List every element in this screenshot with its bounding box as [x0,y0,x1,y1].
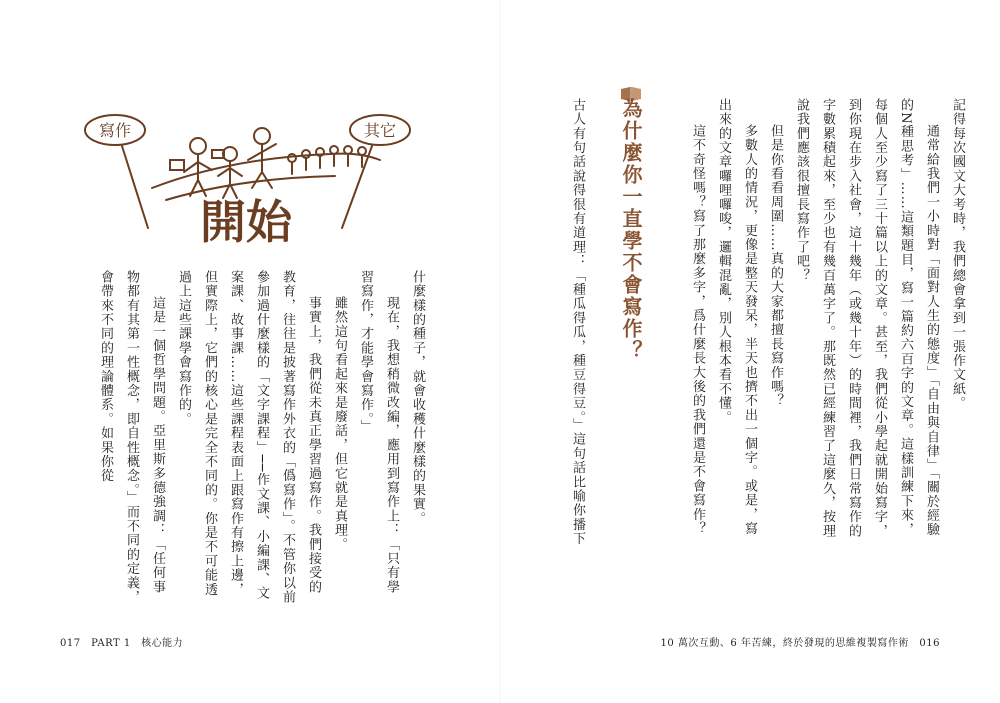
paragraph: 通常給我們一小時對「面對人生的態度」「自由與自律」「關於經驗的N種思考」……這類題目，寫一篇約六百字的文章。這樣訓練下來，每個人至少寫了三十篇以上的文章。甚至，我們從小學起就開始寫字，到你現在步入社會，這十幾年（或幾十年）的時間裡，我們日常寫作的字數累積起來，至少也有幾百萬字了。那既然已經練習了這麼久，按理說我們應該很擅長寫作了吧？ [794,98,939,539]
paragraph: 古人有句話說得很有道理：「種瓜得瓜，種豆得豆。」這句話比喻你播下 [570,98,585,546]
left-page-body [60,270,430,608]
paragraph: 但是你看看周圍……真的大家都擅長寫作嗎？ [768,124,783,408]
illustration-label-other: 其它 [363,121,397,140]
illustration-label-writing: 寫作 [98,121,132,140]
paragraph: 什麼樣的種子，就會收穫什麼樣的果實。 [410,270,425,526]
right-page-footer: 10 萬次互動、6 年苦練，終於發現的思維複製寫作術 016 [660,638,940,649]
writing-start-illustration [80,88,430,258]
page-gutter [499,0,501,703]
section-intro-column [560,98,590,546]
section-heading: 為什麼你一直學不會寫作？ [619,98,643,362]
paragraph: 雖然這句看起來是廢話，但它就是真理。 [332,296,347,552]
paragraph: 多數人的情況，更像是整天發呆，半天也擠不出一個字。或是，寫出來的文章囉哩囉唆，邏輯混亂，別人根本看不懂。 [716,98,757,536]
paragraph: 這是一個哲學問題。亞里斯多德強調：「任何事物都有其第一性概念，即自性概念。」而不同的定義，會帶來不同的理論體系。如果你從 [98,270,165,605]
illustration-title: 開始 [200,195,292,249]
paragraph: 記得每次國文大考時，我們總會拿到一張作文紙。 [950,98,965,411]
paragraph: 事實上，我們從未真正學習過寫作。我們接受的教育，往往是披著寫作外衣的「僞寫作」。不管你以前參加過什麼樣的「文字課程」──作文課、小編課、文案課、故事課……這些課程表面上跟寫作有擦上邊，但實際上，它們的核心是完全不同的。你是不可能透過上這些課學會寫作的。 [176,270,321,605]
left-page-footer: 017 PART 1 核心能力 [60,638,184,649]
paragraph: 這不奇怪嗎？寫了那麼多字，爲什麼長大後的我們還是不會寫作？ [690,124,705,536]
paragraph: 現在，我想稍微改編，應用到寫作上：「只有學習寫作，才能學會寫作。」 [358,270,399,595]
